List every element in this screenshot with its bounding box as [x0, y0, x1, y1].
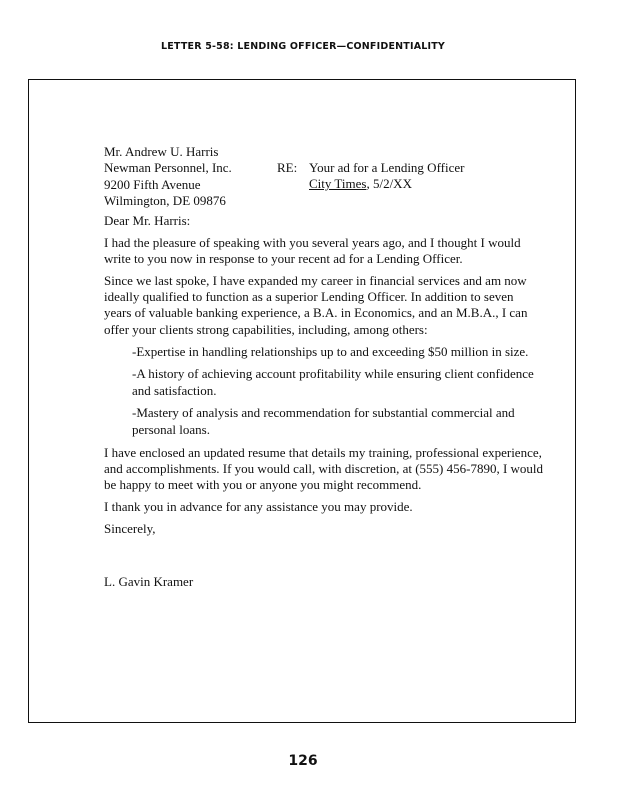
- body-paragraph-4: I thank you in advance for any assistance you may provide.: [104, 498, 413, 514]
- bullet-item-1: -Expertise in handling relationships up to and exceeding $50 million in size.: [132, 343, 529, 359]
- recipient-company: Newman Personnel, Inc.: [104, 160, 232, 176]
- letter-frame: [28, 79, 576, 723]
- recipient-address: [104, 144, 232, 209]
- closing: Sincerely,: [104, 520, 156, 536]
- re-date: , 5/2/XX: [366, 176, 412, 192]
- recipient-city: Wilmington, DE 09876: [104, 192, 226, 208]
- re-publication: City Times: [309, 176, 367, 192]
- signature-name: L. Gavin Kramer: [104, 574, 194, 590]
- bullet-item-2: -A history of achieving account profitability while ensuring client confidence and satisfaction.: [132, 366, 534, 398]
- re-subject: Your ad for a Lending Officer: [309, 160, 465, 175]
- bullet-item-3: -Mastery of analysis and recommendation for substantial commercial and personal loans.: [132, 405, 515, 437]
- page-title: LETTER 5-58: LENDING OFFICER—CONFIDENTIALITY: [160, 41, 445, 52]
- recipient-name: Mr. Andrew U. Harris: [104, 144, 219, 159]
- page-number: 126: [288, 753, 318, 769]
- salutation: Dear Mr. Harris:: [104, 213, 191, 228]
- letter-body: [104, 144, 544, 596]
- re-label: RE:: [277, 160, 298, 175]
- address-block: [104, 144, 544, 209]
- re-reference: [277, 160, 464, 193]
- recipient-street: 9200 Fifth Avenue: [104, 176, 201, 192]
- body-paragraph-2: Since we last spoke, I have expanded my career in financial services and am now ideally qualified to function as a superior Lending Officer. In addition to seven years of valuable banking experience, a B.A. in Economics, and an M.B.A., I can offer your clients strong capabilities, including, among others:: [104, 272, 528, 337]
- body-paragraph-1: I had the pleasure of speaking with you several years ago, and I thought I would write to you now in response to your recent ad for a Lending Officer.: [104, 234, 521, 267]
- body-paragraph-3: I have enclosed an updated resume that details my training, professional experience, and accomplishments. If you would call, with discretion, at (555) 456-7890, I would be happy to meet with you or anyone you might recommend.: [104, 444, 544, 493]
